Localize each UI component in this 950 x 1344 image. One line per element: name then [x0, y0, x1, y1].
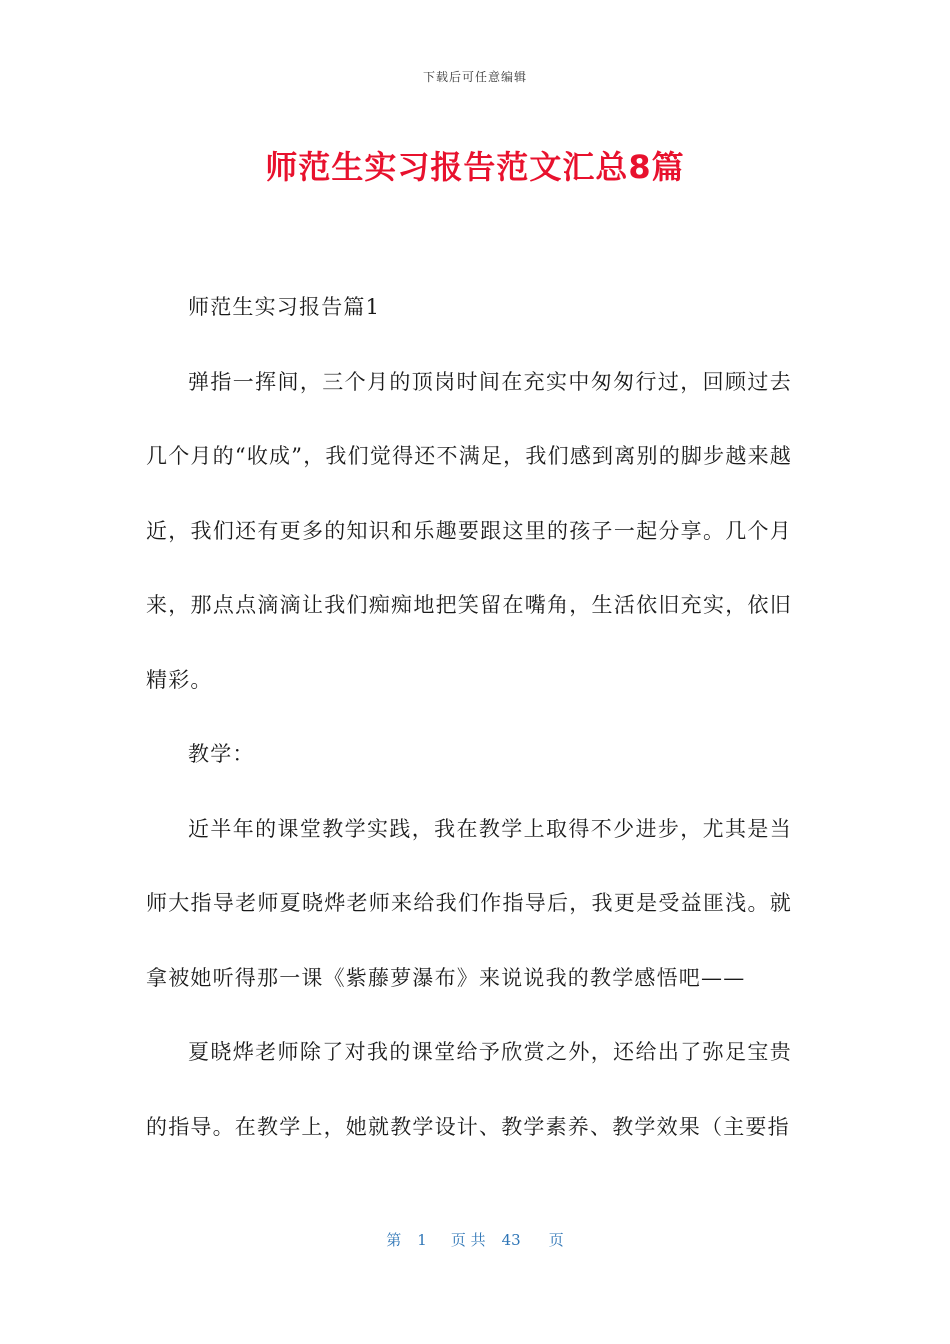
- document-title: 师范生实习报告范文汇总8篇: [265, 148, 685, 186]
- total-pages-number: 43: [501, 1231, 521, 1249]
- page-mid-label: 页 共: [450, 1231, 486, 1249]
- paragraph: 夏晓烨老师除了对我的课堂给予欣赏之外，还给出了弥足宝贵的指导。在教学上，她就教学设计、教学素养、教学效果（主要指: [146, 1040, 792, 1139]
- page-prefix: 第: [386, 1231, 402, 1249]
- paragraph: 近半年的课堂教学实践，我在教学上取得不少进步，尤其是当师大指导老师夏晓烨老师来给我们作指导后，我更是受益匪浅。就拿被她听得那一课《紫藤萝瀑布》来说说我的教学感悟吧——: [146, 816, 792, 990]
- page-footer: [0, 1229, 950, 1250]
- section-heading: 师范生实习报告篇1: [188, 295, 381, 319]
- current-page-number: 1: [417, 1231, 427, 1249]
- subheading: 教学：: [188, 742, 255, 766]
- paragraph: 弹指一挥间，三个月的顶岗时间在充实中匆匆行过，回顾过去几个月的“收成”，我们觉得还不满足，我们感到离别的脚步越来越近，我们还有更多的知识和乐趣要跟这里的孩子一起分享。几个月来，那点点滴滴让我们痴痴地把笑留在嘴角，生活依旧充实，依旧精彩。: [146, 369, 792, 692]
- document-body: [146, 270, 792, 1164]
- header-note: 下载后可任意编辑: [422, 70, 527, 84]
- page-suffix: 页: [548, 1231, 564, 1249]
